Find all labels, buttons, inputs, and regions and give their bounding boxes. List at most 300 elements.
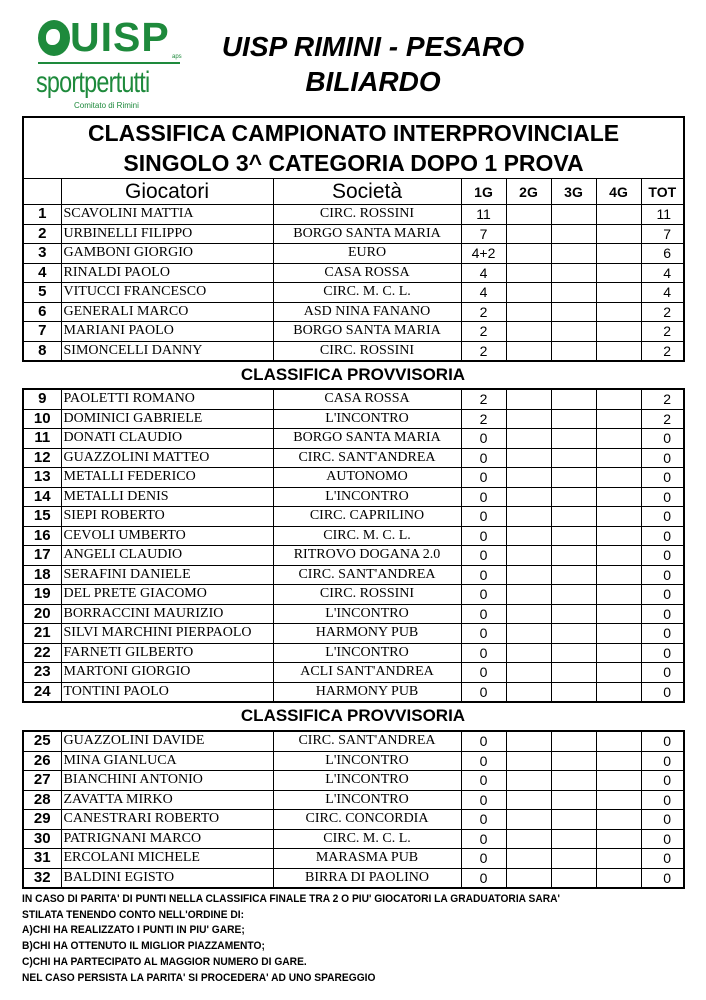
player-name-cell: URBINELLI FILIPPO — [61, 224, 273, 244]
player-name-cell: SIMONCELLI DANNY — [61, 341, 273, 361]
game3-points-cell — [551, 389, 596, 409]
position-cell: 1 — [23, 205, 61, 225]
game1-points-cell: 0 — [461, 790, 506, 810]
game2-points-cell — [506, 624, 551, 644]
header-pos — [23, 179, 61, 205]
club-cell: L'INCONTRO — [273, 409, 461, 429]
table-row — [23, 468, 684, 488]
total-points-cell: 2 — [641, 341, 684, 361]
player-name-cell: PAOLETTI ROMANO — [61, 389, 273, 409]
club-cell: EURO — [273, 244, 461, 264]
game3-points-cell — [551, 810, 596, 830]
player-name-cell: METALLI DENIS — [61, 487, 273, 507]
game4-points-cell — [596, 526, 641, 546]
game4-points-cell — [596, 448, 641, 468]
table-row — [23, 663, 684, 683]
table-row — [23, 205, 684, 225]
position-cell: 16 — [23, 526, 61, 546]
game1-points-cell: 0 — [461, 565, 506, 585]
game1-points-cell: 0 — [461, 546, 506, 566]
game1-points-cell: 0 — [461, 624, 506, 644]
rule-line: STILATA TENENDO CONTO NELL'ORDINE DI: — [22, 908, 244, 921]
game1-points-cell: 0 — [461, 829, 506, 849]
game4-points-cell — [596, 663, 641, 683]
player-name-cell: DOMINICI GABRIELE — [61, 409, 273, 429]
club-cell: L'INCONTRO — [273, 771, 461, 791]
position-cell: 32 — [23, 868, 61, 888]
game1-points-cell: 2 — [461, 389, 506, 409]
club-cell: CIRC. SANT'ANDREA — [273, 448, 461, 468]
position-cell: 28 — [23, 790, 61, 810]
position-cell: 11 — [23, 429, 61, 449]
game2-points-cell — [506, 526, 551, 546]
club-cell: HARMONY PUB — [273, 682, 461, 702]
total-points-cell: 0 — [641, 829, 684, 849]
table-row — [23, 302, 684, 322]
game4-points-cell — [596, 771, 641, 791]
total-points-cell: 11 — [641, 205, 684, 225]
game4-points-cell — [596, 244, 641, 264]
player-name-cell: RINALDI PAOLO — [61, 263, 273, 283]
position-cell: 21 — [23, 624, 61, 644]
game3-points-cell — [551, 643, 596, 663]
game4-points-cell — [596, 205, 641, 225]
club-cell: CASA ROSSA — [273, 263, 461, 283]
game4-points-cell — [596, 224, 641, 244]
club-cell: CIRC. M. C. L. — [273, 283, 461, 303]
table-row — [23, 526, 684, 546]
standings-table-2 — [22, 388, 685, 703]
game3-points-cell — [551, 302, 596, 322]
table-row — [23, 585, 684, 605]
player-name-cell: DONATI CLAUDIO — [61, 429, 273, 449]
game4-points-cell — [596, 389, 641, 409]
table-row — [23, 565, 684, 585]
game1-points-cell: 7 — [461, 224, 506, 244]
game2-points-cell — [506, 341, 551, 361]
total-points-cell: 0 — [641, 624, 684, 644]
game1-points-cell: 0 — [461, 751, 506, 771]
game3-points-cell — [551, 487, 596, 507]
total-points-cell: 0 — [641, 771, 684, 791]
table-row — [23, 224, 684, 244]
game3-points-cell — [551, 205, 596, 225]
player-name-cell: PATRIGNANI MARCO — [61, 829, 273, 849]
game2-points-cell — [506, 829, 551, 849]
game1-points-cell: 2 — [461, 322, 506, 342]
game4-points-cell — [596, 604, 641, 624]
table-row — [23, 682, 684, 702]
game3-points-cell — [551, 585, 596, 605]
club-cell: ACLI SANT'ANDREA — [273, 663, 461, 683]
rule-line: C)CHI HA PARTECIPATO AL MAGGIOR NUMERO DI GARE. — [22, 955, 307, 968]
club-cell: CIRC. SANT'ANDREA — [273, 731, 461, 751]
game3-points-cell — [551, 624, 596, 644]
game2-points-cell — [506, 244, 551, 264]
game3-points-cell — [551, 468, 596, 488]
position-cell: 12 — [23, 448, 61, 468]
game1-points-cell: 4+2 — [461, 244, 506, 264]
page-title: UISP RIMINI - PESARO — [221, 31, 525, 62]
game1-points-cell: 2 — [461, 341, 506, 361]
position-cell: 8 — [23, 341, 61, 361]
game3-points-cell — [551, 751, 596, 771]
club-cell: BIRRA DI PAOLINO — [273, 868, 461, 888]
game3-points-cell — [551, 283, 596, 303]
total-points-cell: 0 — [641, 849, 684, 869]
player-name-cell: CEVOLI UMBERTO — [61, 526, 273, 546]
game2-points-cell — [506, 604, 551, 624]
club-cell: CIRC. ROSSINI — [273, 585, 461, 605]
position-cell: 19 — [23, 585, 61, 605]
total-points-cell: 0 — [641, 643, 684, 663]
game2-points-cell — [506, 546, 551, 566]
position-cell: 18 — [23, 565, 61, 585]
club-cell: CIRC. M. C. L. — [273, 526, 461, 546]
position-cell: 10 — [23, 409, 61, 429]
club-cell: L'INCONTRO — [273, 643, 461, 663]
game4-points-cell — [596, 682, 641, 702]
position-cell: 13 — [23, 468, 61, 488]
game3-points-cell — [551, 829, 596, 849]
game1-points-cell: 2 — [461, 302, 506, 322]
game4-points-cell — [596, 409, 641, 429]
game4-points-cell — [596, 810, 641, 830]
game4-points-cell — [596, 585, 641, 605]
rule-line: A)CHI HA REALIZZATO I PUNTI IN PIU' GARE; — [22, 924, 245, 937]
page-subtitle: BILIARDO — [305, 66, 441, 97]
position-cell: 22 — [23, 643, 61, 663]
game2-points-cell — [506, 283, 551, 303]
game1-points-cell: 0 — [461, 507, 506, 527]
club-cell: CIRC. ROSSINI — [273, 205, 461, 225]
game2-points-cell — [506, 849, 551, 869]
player-name-cell: ZAVATTA MIRKO — [61, 790, 273, 810]
logo-committee: Comitato di Rimini — [74, 101, 139, 110]
game1-points-cell: 0 — [461, 585, 506, 605]
game3-points-cell — [551, 507, 596, 527]
total-points-cell: 0 — [641, 731, 684, 751]
player-name-cell: BALDINI EGISTO — [61, 868, 273, 888]
total-points-cell: 0 — [641, 868, 684, 888]
table-row — [23, 546, 684, 566]
game3-points-cell — [551, 790, 596, 810]
table-row — [23, 507, 684, 527]
game1-points-cell: 0 — [461, 429, 506, 449]
game2-points-cell — [506, 868, 551, 888]
rule-line: IN CASO DI PARITA' DI PUNTI NELLA CLASSIFICA FINALE TRA 2 O PIU' GIOCATORI LA GRADUATORIA SARA' — [22, 893, 560, 905]
total-points-cell: 0 — [641, 487, 684, 507]
total-points-cell: 0 — [641, 682, 684, 702]
player-name-cell: DEL PRETE GIACOMO — [61, 585, 273, 605]
game2-points-cell — [506, 487, 551, 507]
table-row — [23, 283, 684, 303]
game4-points-cell — [596, 731, 641, 751]
club-cell: CIRC. CONCORDIA — [273, 810, 461, 830]
table-row — [23, 389, 684, 409]
position-cell: 26 — [23, 751, 61, 771]
club-cell: BORGO SANTA MARIA — [273, 429, 461, 449]
game4-points-cell — [596, 429, 641, 449]
table-row — [23, 244, 684, 264]
total-points-cell: 0 — [641, 751, 684, 771]
total-points-cell: 0 — [641, 546, 684, 566]
player-name-cell: GUAZZOLINI MATTEO — [61, 448, 273, 468]
total-points-cell: 0 — [641, 790, 684, 810]
total-points-cell: 6 — [641, 244, 684, 264]
total-points-cell: 2 — [641, 302, 684, 322]
game4-points-cell — [596, 322, 641, 342]
position-cell: 3 — [23, 244, 61, 264]
player-name-cell: MARTONI GIORGIO — [61, 663, 273, 683]
game3-points-cell — [551, 663, 596, 683]
position-cell: 23 — [23, 663, 61, 683]
game2-points-cell — [506, 585, 551, 605]
game2-points-cell — [506, 468, 551, 488]
game3-points-cell — [551, 409, 596, 429]
game3-points-cell — [551, 682, 596, 702]
game1-points-cell: 4 — [461, 283, 506, 303]
game4-points-cell — [596, 263, 641, 283]
player-name-cell: ERCOLANI MICHELE — [61, 849, 273, 869]
table-row — [23, 487, 684, 507]
player-name-cell: GAMBONI GIORGIO — [61, 244, 273, 264]
position-cell: 24 — [23, 682, 61, 702]
game1-points-cell: 4 — [461, 263, 506, 283]
position-cell: 17 — [23, 546, 61, 566]
player-name-cell: SIEPI ROBERTO — [61, 507, 273, 527]
game4-points-cell — [596, 507, 641, 527]
game2-points-cell — [506, 322, 551, 342]
total-points-cell: 0 — [641, 526, 684, 546]
game2-points-cell — [506, 448, 551, 468]
header-club: Società — [273, 179, 461, 205]
game3-points-cell — [551, 771, 596, 791]
game2-points-cell — [506, 682, 551, 702]
game1-points-cell: 0 — [461, 604, 506, 624]
game4-points-cell — [596, 487, 641, 507]
game2-points-cell — [506, 224, 551, 244]
table-row — [23, 829, 684, 849]
header-3g: 3G — [551, 179, 596, 205]
game2-points-cell — [506, 643, 551, 663]
position-cell: 6 — [23, 302, 61, 322]
player-name-cell: GUAZZOLINI DAVIDE — [61, 731, 273, 751]
game4-points-cell — [596, 790, 641, 810]
total-points-cell: 2 — [641, 409, 684, 429]
game3-points-cell — [551, 565, 596, 585]
club-cell: CIRC. CAPRILINO — [273, 507, 461, 527]
club-cell: L'INCONTRO — [273, 751, 461, 771]
game4-points-cell — [596, 868, 641, 888]
game2-points-cell — [506, 507, 551, 527]
table-row — [23, 790, 684, 810]
game4-points-cell — [596, 546, 641, 566]
header-4g: 4G — [596, 179, 641, 205]
position-cell: 9 — [23, 389, 61, 409]
game4-points-cell — [596, 468, 641, 488]
game2-points-cell — [506, 263, 551, 283]
game3-points-cell — [551, 526, 596, 546]
player-name-cell: MINA GIANLUCA — [61, 751, 273, 771]
position-cell: 15 — [23, 507, 61, 527]
player-name-cell: SERAFINI DANIELE — [61, 565, 273, 585]
game1-points-cell: 0 — [461, 526, 506, 546]
total-points-cell: 7 — [641, 224, 684, 244]
total-points-cell: 0 — [641, 663, 684, 683]
table-header-row — [23, 179, 684, 205]
position-cell: 20 — [23, 604, 61, 624]
game2-points-cell — [506, 731, 551, 751]
total-points-cell: 0 — [641, 468, 684, 488]
table-row — [23, 868, 684, 888]
header-player: Giocatori — [61, 179, 273, 205]
player-name-cell: ANGELI CLAUDIO — [61, 546, 273, 566]
club-cell: HARMONY PUB — [273, 624, 461, 644]
player-name-cell: VITUCCI FRANCESCO — [61, 283, 273, 303]
club-cell: CIRC. M. C. L. — [273, 829, 461, 849]
club-cell: RITROVO DOGANA 2.0 — [273, 546, 461, 566]
total-points-cell: 4 — [641, 283, 684, 303]
game3-points-cell — [551, 731, 596, 751]
game2-points-cell — [506, 751, 551, 771]
game3-points-cell — [551, 546, 596, 566]
game4-points-cell — [596, 565, 641, 585]
club-cell: L'INCONTRO — [273, 487, 461, 507]
championship-title-line2: SINGOLO 3^ CATEGORIA DOPO 1 PROVA — [23, 148, 684, 179]
game1-points-cell: 0 — [461, 468, 506, 488]
standings-table-3 — [22, 730, 685, 889]
game3-points-cell — [551, 429, 596, 449]
game3-points-cell — [551, 244, 596, 264]
table-row — [23, 624, 684, 644]
game1-points-cell: 2 — [461, 409, 506, 429]
player-name-cell: FARNETI GILBERTO — [61, 643, 273, 663]
game1-points-cell: 0 — [461, 810, 506, 830]
header-tot: TOT — [641, 179, 684, 205]
player-name-cell: TONTINI PAOLO — [61, 682, 273, 702]
club-cell: CIRC. SANT'ANDREA — [273, 565, 461, 585]
game2-points-cell — [506, 565, 551, 585]
rule-line: NEL CASO PERSISTA LA PARITA' SI PROCEDERA' AD UNO SPAREGGIO — [22, 971, 376, 984]
section-label-provisional-2: CLASSIFICA PROVVISORIA — [240, 706, 466, 725]
game1-points-cell: 0 — [461, 448, 506, 468]
game1-points-cell: 0 — [461, 663, 506, 683]
table-row — [23, 849, 684, 869]
total-points-cell: 2 — [641, 322, 684, 342]
position-cell: 14 — [23, 487, 61, 507]
game2-points-cell — [506, 771, 551, 791]
table-row — [23, 771, 684, 791]
player-name-cell: GENERALI MARCO — [61, 302, 273, 322]
game1-points-cell: 0 — [461, 771, 506, 791]
game4-points-cell — [596, 849, 641, 869]
player-name-cell: SCAVOLINI MATTIA — [61, 205, 273, 225]
game2-points-cell — [506, 389, 551, 409]
club-cell: L'INCONTRO — [273, 790, 461, 810]
table-row — [23, 604, 684, 624]
game4-points-cell — [596, 751, 641, 771]
game2-points-cell — [506, 810, 551, 830]
position-cell: 27 — [23, 771, 61, 791]
game4-points-cell — [596, 302, 641, 322]
total-points-cell: 0 — [641, 585, 684, 605]
standings-table-1 — [22, 116, 685, 362]
total-points-cell: 0 — [641, 448, 684, 468]
table-row — [23, 810, 684, 830]
position-cell: 7 — [23, 322, 61, 342]
club-cell: AUTONOMO — [273, 468, 461, 488]
game4-points-cell — [596, 341, 641, 361]
game3-points-cell — [551, 849, 596, 869]
player-name-cell: CANESTRARI ROBERTO — [61, 810, 273, 830]
total-points-cell: 2 — [641, 389, 684, 409]
total-points-cell: 0 — [641, 507, 684, 527]
game2-points-cell — [506, 302, 551, 322]
player-name-cell: MARIANI PAOLO — [61, 322, 273, 342]
club-cell: BORGO SANTA MARIA — [273, 224, 461, 244]
table-row — [23, 263, 684, 283]
game3-points-cell — [551, 448, 596, 468]
position-cell: 31 — [23, 849, 61, 869]
game1-points-cell: 0 — [461, 868, 506, 888]
game4-points-cell — [596, 624, 641, 644]
header-1g: 1G — [461, 179, 506, 205]
table-row — [23, 429, 684, 449]
logo-suffix: aps — [172, 54, 182, 60]
game1-points-cell: 11 — [461, 205, 506, 225]
table-row — [23, 341, 684, 361]
game2-points-cell — [506, 790, 551, 810]
logo-brand: UISP — [70, 14, 170, 60]
game3-points-cell — [551, 224, 596, 244]
game2-points-cell — [506, 205, 551, 225]
position-cell: 2 — [23, 224, 61, 244]
club-cell: L'INCONTRO — [273, 604, 461, 624]
player-name-cell: SILVI MARCHINI PIERPAOLO — [61, 624, 273, 644]
game2-points-cell — [506, 409, 551, 429]
logo-tagline: sportpertutti — [36, 66, 150, 99]
game1-points-cell: 0 — [461, 682, 506, 702]
game3-points-cell — [551, 604, 596, 624]
club-cell: BORGO SANTA MARIA — [273, 322, 461, 342]
section-label-provisional-1: CLASSIFICA PROVVISORIA — [240, 365, 466, 384]
game4-points-cell — [596, 283, 641, 303]
game1-points-cell: 0 — [461, 487, 506, 507]
game3-points-cell — [551, 263, 596, 283]
tiebreak-rules — [22, 892, 692, 986]
position-cell: 30 — [23, 829, 61, 849]
table-row — [23, 731, 684, 751]
game3-points-cell — [551, 341, 596, 361]
club-cell: MARASMA PUB — [273, 849, 461, 869]
rule-line: B)CHI HA OTTENUTO IL MIGLIOR PIAZZAMENTO; — [22, 940, 265, 953]
player-name-cell: BORRACCINI MAURIZIO — [61, 604, 273, 624]
club-cell: CIRC. ROSSINI — [273, 341, 461, 361]
table-row — [23, 409, 684, 429]
game3-points-cell — [551, 868, 596, 888]
game2-points-cell — [506, 429, 551, 449]
game1-points-cell: 0 — [461, 731, 506, 751]
position-cell: 4 — [23, 263, 61, 283]
total-points-cell: 0 — [641, 810, 684, 830]
club-cell: CASA ROSSA — [273, 389, 461, 409]
club-cell: ASD NINA FANANO — [273, 302, 461, 322]
game4-points-cell — [596, 829, 641, 849]
position-cell: 29 — [23, 810, 61, 830]
position-cell: 25 — [23, 731, 61, 751]
player-name-cell: METALLI FEDERICO — [61, 468, 273, 488]
